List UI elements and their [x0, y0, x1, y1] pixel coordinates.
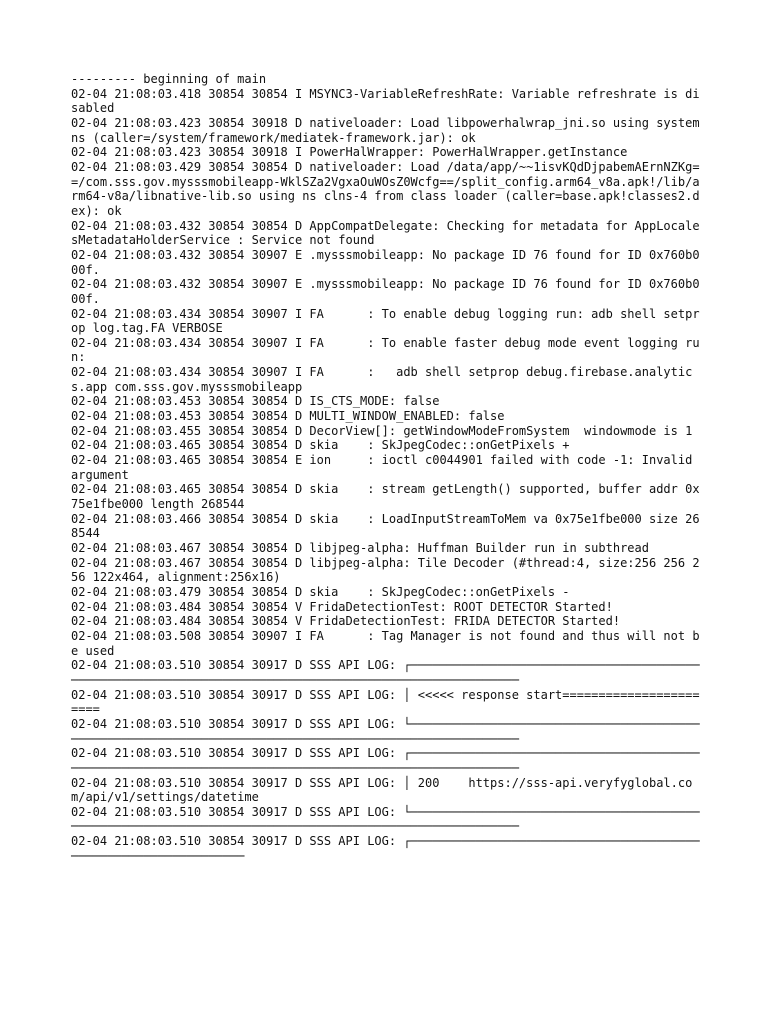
log-line-14: 02-04 21:08:03.465 30854 30854 D skia : SkJpegCodec::onGetPixels + — [71, 438, 570, 453]
log-document — [71, 72, 707, 863]
log-line-11: 02-04 21:08:03.453 30854 30854 D IS_CTS_MODE: false — [71, 394, 440, 409]
log-line-5: 02-04 21:08:03.432 30854 30854 D AppCompatDelegate: Checking for metadata for AppLocalesMetadataHolderService : Service not found — [71, 218, 700, 248]
log-line-15: 02-04 21:08:03.465 30854 30854 E ion : ioctl c0044901 failed with code -1: Invalid argument — [71, 453, 700, 482]
log-line-26: 02-04 21:08:03.510 30854 30917 D SSS API LOG: └────────────────────────────────────────────────────────────────────────────────────────────────────── — [71, 716, 700, 746]
log-line-21: 02-04 21:08:03.484 30854 30854 V FridaDetectionTest: ROOT DETECTOR Started! — [71, 599, 613, 614]
log-line-10: 02-04 21:08:03.434 30854 30907 I FA : adb shell setprop debug.firebase.analytics.app com.sss.gov.mysssmobileapp — [71, 365, 693, 394]
log-line-2: 02-04 21:08:03.423 30854 30918 D nativeloader: Load libpowerhalwrap_jni.so using system ns (caller=/system/framework/mediatek-framework.jar): ok — [71, 115, 707, 145]
log-line-24: 02-04 21:08:03.510 30854 30917 D SSS API LOG: ┌────────────────────────────────────────────────────────────────────────────────────────────────────── — [71, 658, 700, 687]
log-line-25: 02-04 21:08:03.510 30854 30917 D SSS API LOG: │ <<<<< response start======================= — [71, 687, 700, 717]
log-line-12: 02-04 21:08:03.453 30854 30854 D MULTI_WINDOW_ENABLED: false — [71, 409, 505, 424]
log-line-22: 02-04 21:08:03.484 30854 30854 V FridaDetectionTest: FRIDA DETECTOR Started! — [71, 614, 621, 629]
log-line-23: 02-04 21:08:03.508 30854 30907 I FA : Tag Manager is not found and thus will not be used — [71, 628, 700, 658]
log-line-6: 02-04 21:08:03.432 30854 30907 E .mysssmobileapp: No package ID 76 found for ID 0x760b000f. — [71, 247, 700, 277]
log-line-7: 02-04 21:08:03.432 30854 30907 E .mysssmobileapp: No package ID 76 found for ID 0x760b000f. — [71, 277, 700, 306]
log-line-9: 02-04 21:08:03.434 30854 30907 I FA : To enable faster debug mode event logging run: — [71, 335, 700, 365]
log-line-0: --------- beginning of main — [71, 72, 267, 86]
log-line-18: 02-04 21:08:03.467 30854 30854 D libjpeg-alpha: Huffman Builder run in subthread — [71, 541, 649, 555]
log-line-8: 02-04 21:08:03.434 30854 30907 I FA : To enable debug logging run: adb shell setprop log.tag.FA VERBOSE — [71, 306, 700, 336]
log-line-30: 02-04 21:08:03.510 30854 30917 D SSS API LOG: ┌──────────────────────────────────────────────────────────────── — [71, 834, 700, 863]
log-line-1: 02-04 21:08:03.418 30854 30854 I MSYNC3-VariableRefreshRate: Variable refreshrate is disabled — [71, 86, 700, 116]
log-line-13: 02-04 21:08:03.455 30854 30854 D DecorView[]: getWindowModeFromSystem windowmode is 1 — [71, 423, 693, 438]
log-line-20: 02-04 21:08:03.479 30854 30854 D skia : SkJpegCodec::onGetPixels - — [71, 584, 570, 599]
log-line-17: 02-04 21:08:03.466 30854 30854 D skia : LoadInputStreamToMem va 0x75e1fbe000 size 268544 — [71, 511, 700, 541]
log-line-16: 02-04 21:08:03.465 30854 30854 D skia : stream getLength() supported, buffer addr 0x75e1fbe000 length 268544 — [71, 482, 700, 512]
log-line-27: 02-04 21:08:03.510 30854 30917 D SSS API LOG: ┌────────────────────────────────────────────────────────────────────────────────────────────────────── — [71, 746, 700, 775]
log-line-3: 02-04 21:08:03.423 30854 30918 I PowerHalWrapper: PowerHalWrapper.getInstance — [71, 145, 628, 160]
log-line-19: 02-04 21:08:03.467 30854 30854 D libjpeg-alpha: Tile Decoder (#thread:4, size:256 256 256 122x464, alignment:256x16) — [71, 555, 700, 585]
log-line-29: 02-04 21:08:03.510 30854 30917 D SSS API LOG: └────────────────────────────────────────────────────────────────────────────────────────────────────── — [71, 804, 700, 834]
log-line-4: 02-04 21:08:03.429 30854 30854 D nativeloader: Load /data/app/~~1isvKQdDjpabemAErnNZKg==/com.sss.gov.mysssmobileapp-WklSZa2VgxaOuWOsZ0Wcfg==/split_config.arm64_v8a.apk!/lib/arm64-v8a/libnative-lib.so using ns clns-4 from class loader (caller=base.apk!classes2.dex): ok — [71, 159, 700, 218]
log-line-28: 02-04 21:08:03.510 30854 30917 D SSS API LOG: │ 200 https://sss-api.veryfyglobal.com/api/v1/settings/datetime — [71, 775, 693, 805]
